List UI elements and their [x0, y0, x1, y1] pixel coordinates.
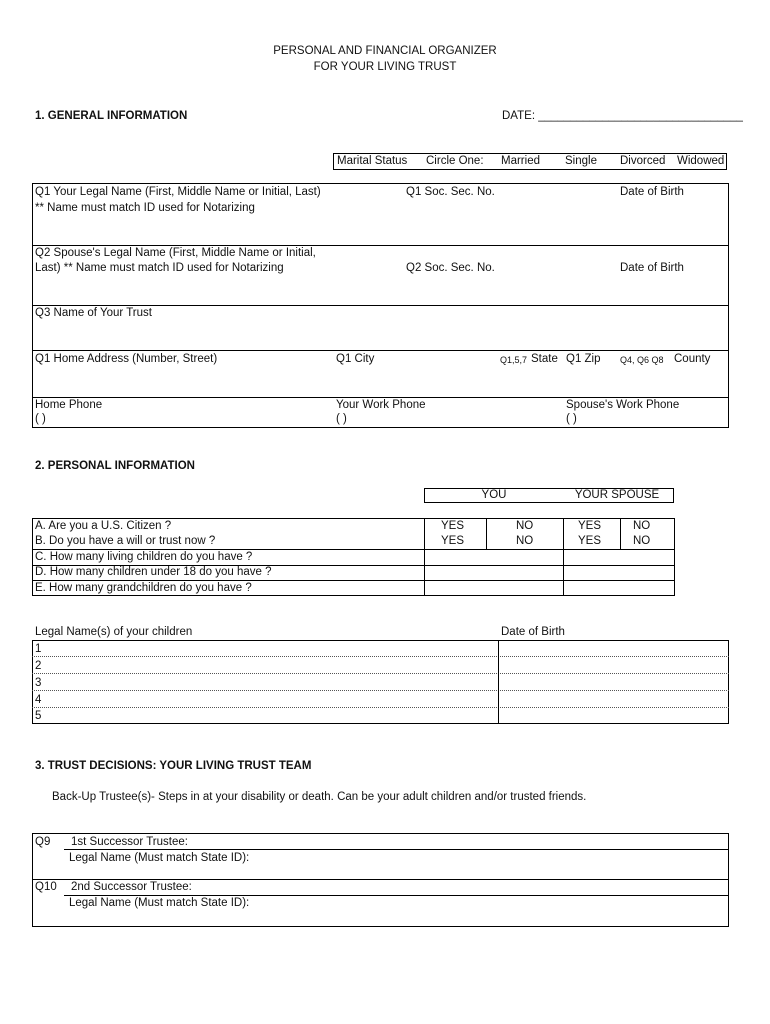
b-spouse-no[interactable]: NO	[633, 535, 651, 547]
marital-option-married[interactable]: Married	[501, 155, 540, 167]
child-row-2[interactable]: 2	[35, 660, 42, 672]
child-row-3[interactable]: 3	[35, 677, 42, 689]
q9-label: Q9	[35, 836, 51, 848]
work-phone-paren[interactable]: ( )	[336, 413, 347, 425]
backup-trustee-intro: Back-Up Trustee(s)- Steps in at your disability or death. Can be your adult children and/or trusted friends.	[52, 791, 587, 803]
state-prefix: Q1,5,7	[500, 355, 528, 365]
circle-one-label: Circle One:	[426, 155, 484, 167]
a-spouse-yes[interactable]: YES	[578, 520, 602, 532]
col-you: YOU	[481, 489, 507, 501]
county-label: County	[674, 353, 711, 365]
col-spouse: YOUR SPOUSE	[574, 489, 660, 501]
children-table	[32, 640, 729, 724]
q9-legal-name[interactable]: Legal Name (Must match State ID):	[69, 852, 250, 864]
address-label: Q1 Home Address (Number, Street)	[35, 353, 218, 365]
q3-trust-label: Q3 Name of Your Trust	[35, 307, 152, 319]
home-phone-paren[interactable]: ( )	[35, 413, 46, 425]
section-3-heading: 3. TRUST DECISIONS: YOUR LIVING TRUST TEAM	[35, 760, 312, 772]
child-row-1[interactable]: 1	[35, 643, 42, 655]
question-d: D. How many children under 18 do you have ?	[35, 566, 272, 578]
q2-ssn-label: Q2 Soc. Sec. No.	[406, 262, 495, 274]
section-2-heading: 2. PERSONAL INFORMATION	[35, 460, 195, 472]
b-spouse-yes[interactable]: YES	[578, 535, 602, 547]
q1-name-label: Q1 Your Legal Name (First, Middle Name or Initial, Last)	[35, 186, 321, 198]
question-c: C. How many living children do you have ?	[35, 551, 253, 563]
q10-label: Q10	[35, 881, 57, 893]
q1-name-note: ** Name must match ID used for Notarizing	[35, 202, 255, 214]
a-you-yes[interactable]: YES	[441, 520, 465, 532]
children-names-label: Legal Name(s) of your children	[35, 626, 193, 638]
marital-option-widowed[interactable]: Widowed	[677, 155, 725, 167]
spouse-phone-paren[interactable]: ( )	[566, 413, 577, 425]
q2-dob-label: Date of Birth	[620, 262, 684, 274]
q1-dob-label: Date of Birth	[620, 186, 684, 198]
form-title-line2: FOR YOUR LIVING TRUST	[313, 61, 457, 73]
marital-status-label: Marital Status	[337, 155, 408, 167]
q10-title: 2nd Successor Trustee:	[71, 881, 192, 893]
children-dob-label: Date of Birth	[501, 626, 565, 638]
child-row-5[interactable]: 5	[35, 710, 42, 722]
q1-ssn-label: Q1 Soc. Sec. No.	[406, 186, 495, 198]
state-label: State	[531, 353, 558, 365]
county-prefix: Q4, Q6 Q8	[620, 355, 664, 365]
work-phone-label: Your Work Phone	[336, 399, 426, 411]
question-e: E. How many grandchildren do you have ?	[35, 582, 252, 594]
form-title-line1: PERSONAL AND FINANCIAL ORGANIZER	[273, 45, 497, 57]
q10-legal-name[interactable]: Legal Name (Must match State ID):	[69, 897, 250, 909]
home-phone-label: Home Phone	[35, 399, 103, 411]
marital-option-single[interactable]: Single	[565, 155, 597, 167]
section-1-heading: 1. GENERAL INFORMATION	[35, 110, 188, 122]
question-a: A. Are you a U.S. Citizen ?	[35, 520, 172, 532]
b-you-no[interactable]: NO	[516, 535, 534, 547]
date-field[interactable]: DATE: ________________________________	[502, 110, 743, 122]
zip-label: Q1 Zip	[566, 353, 601, 365]
a-spouse-no[interactable]: NO	[633, 520, 651, 532]
q2-name-label: Q2 Spouse's Legal Name (First, Middle Name or Initial,	[35, 247, 316, 259]
question-b: B. Do you have a will or trust now ?	[35, 535, 216, 547]
child-row-4[interactable]: 4	[35, 694, 42, 706]
city-label: Q1 City	[336, 353, 375, 365]
marital-option-divorced[interactable]: Divorced	[620, 155, 666, 167]
a-you-no[interactable]: NO	[516, 520, 534, 532]
b-you-yes[interactable]: YES	[441, 535, 465, 547]
q9-title: 1st Successor Trustee:	[71, 836, 188, 848]
spouse-phone-label: Spouse's Work Phone	[566, 399, 680, 411]
q2-name-note: Last) ** Name must match ID used for Notarizing	[35, 262, 284, 274]
